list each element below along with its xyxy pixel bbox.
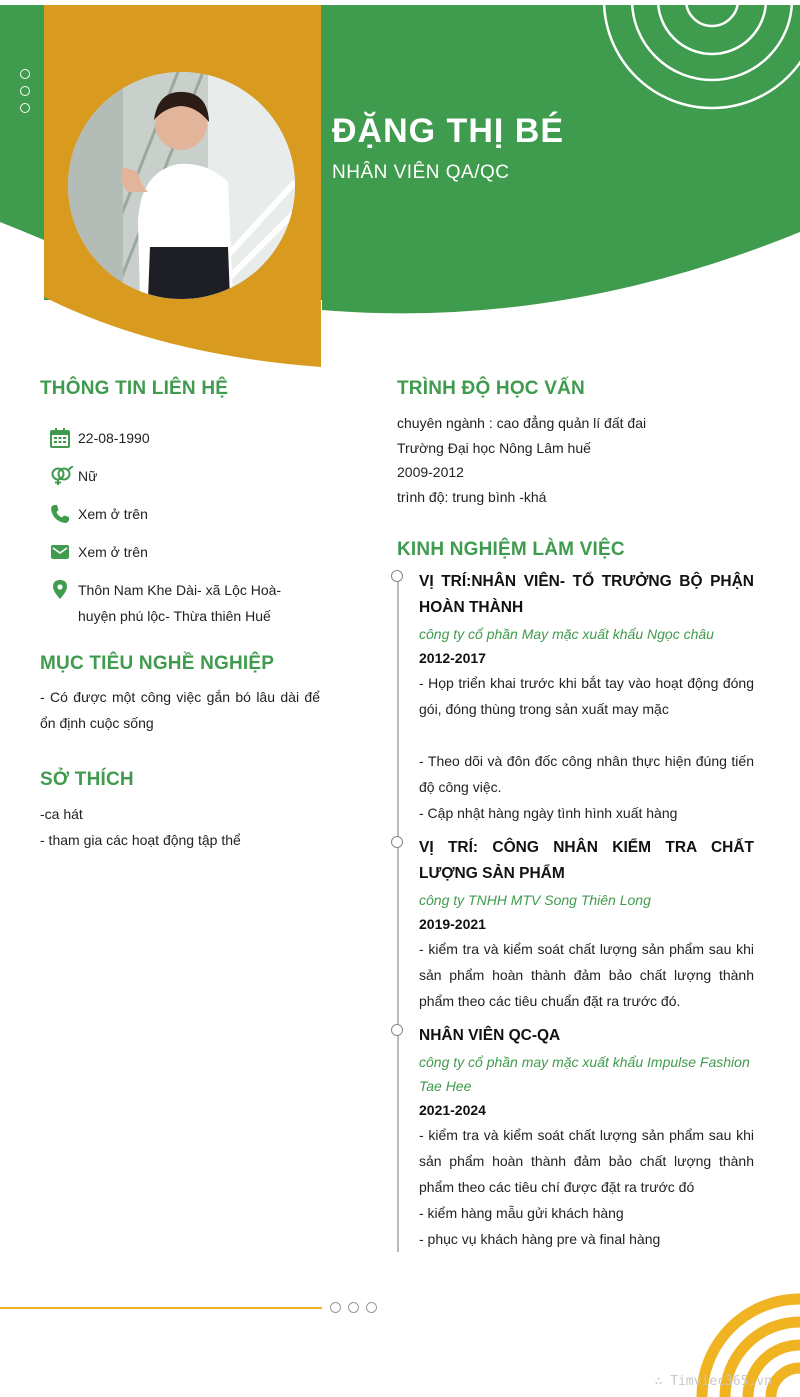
job-description-line: - Họp triển khai trước khi bắt tay vào hoạt động đóng gói, đóng thùng trong sản xuất may mặc	[419, 675, 754, 717]
timeline-dot	[391, 836, 403, 848]
watermark: ∴ Timviec365.vn	[654, 1374, 772, 1389]
contact-section-title: THÔNG TIN LIÊN HỆ	[40, 378, 229, 399]
address-text: Thôn Nam Khe Dài- xã Lộc Hoà- huyện phú lộc- Thừa thiên Huế	[78, 582, 282, 624]
education-level: trình độ: trung bình -khá	[397, 489, 547, 505]
education-school: Trường Đại học Nông Lâm huế	[397, 440, 591, 456]
footer-divider	[0, 1307, 322, 1309]
experience-section-title: KINH NGHIỆM LÀM VIỆC	[397, 539, 625, 560]
job-company: công ty cổ phần may mặc xuất khẩu Impulse Fashion Tae Hee	[419, 1054, 750, 1094]
candidate-name: ĐẶNG THỊ BÉ	[332, 112, 564, 150]
job-period: 2019-2021	[419, 916, 486, 932]
job-period: 2012-2017	[419, 650, 486, 666]
job-position: VỊ TRÍ:NHÂN VIÊN- TỔ TRƯỞNG BỘ PHẬN HOÀN THÀNH	[419, 573, 754, 616]
job-period: 2021-2024	[419, 1102, 486, 1118]
profile-photo	[68, 72, 295, 299]
job-description-line: - kiểm hàng mẫu gửi khách hàng	[419, 1205, 624, 1221]
objective-text: - Có được một công việc gắn bó lâu dài để ổn định cuộc sống	[40, 689, 320, 731]
contact-email	[50, 542, 318, 565]
job-description-line: - phục vụ khách hàng pre và final hàng	[419, 1231, 661, 1247]
job-position: NHÂN VIÊN QC-QA	[419, 1027, 561, 1044]
hobby-item: -ca hát	[40, 806, 83, 822]
contact-phone	[50, 504, 318, 527]
phone-icon	[50, 504, 72, 524]
hobby-item: - tham gia các hoạt động tập thể	[40, 832, 241, 848]
hobbies-section-title: SỞ THÍCH	[40, 769, 134, 790]
objective-section-title: MỤC TIÊU NGHỀ NGHIỆP	[40, 653, 275, 674]
job-company: công ty TNHH MTV Song Thiên Long	[419, 892, 651, 908]
job-description-line: - Cập nhật hàng ngày tình hình xuất hàng	[419, 805, 678, 821]
contact-address	[50, 580, 318, 629]
job-company: công ty cổ phần May mặc xuất khẩu Ngọc châu	[419, 626, 714, 642]
contact-gender	[50, 466, 318, 489]
gender-text: Nữ	[78, 468, 98, 484]
gender-icon	[50, 466, 72, 486]
contact-birthday	[50, 428, 318, 451]
education-section-title: TRÌNH ĐỘ HỌC VẤN	[397, 378, 585, 399]
timeline-dot	[391, 1024, 403, 1036]
education-period: 2009-2012	[397, 464, 464, 480]
education-major: chuyên ngành : cao đẳng quản lí đất đai	[397, 415, 647, 431]
phone-text: Xem ở trên	[78, 506, 148, 522]
timeline-dot	[391, 570, 403, 582]
candidate-role: NHÂN VIÊN QA/QC	[332, 162, 510, 183]
job-description-line: - kiểm tra và kiểm soát chất lượng sản phẩm sau khi sản phẩm hoàn thành đảm bảo chất lượng thành phẩm theo các tiêu chuẩn đặt ra trước đó.	[419, 941, 754, 1009]
calendar-icon	[50, 428, 72, 448]
decor-dots-horizontal	[330, 1302, 377, 1313]
job-description-line: - kiểm tra và kiểm soát chất lượng sản phẩm sau khi sản phẩm hoàn thành đảm bảo chất lượng thành phẩm theo các tiêu chí được đặt ra trước đó	[419, 1127, 754, 1195]
job-position: VỊ TRÍ: CÔNG NHÂN KIỂM TRA CHẤT LƯỢNG SẢN PHẨM	[419, 839, 754, 882]
email-icon	[50, 542, 72, 562]
job-description-line: - Theo dõi và đôn đốc công nhân thực hiện đúng tiến độ công việc.	[419, 753, 754, 795]
location-pin-icon	[50, 580, 72, 600]
email-text: Xem ở trên	[78, 544, 148, 560]
birthday-text: 22-08-1990	[78, 430, 150, 446]
experience-timeline	[397, 576, 399, 1252]
decor-dots-vertical	[20, 69, 30, 120]
